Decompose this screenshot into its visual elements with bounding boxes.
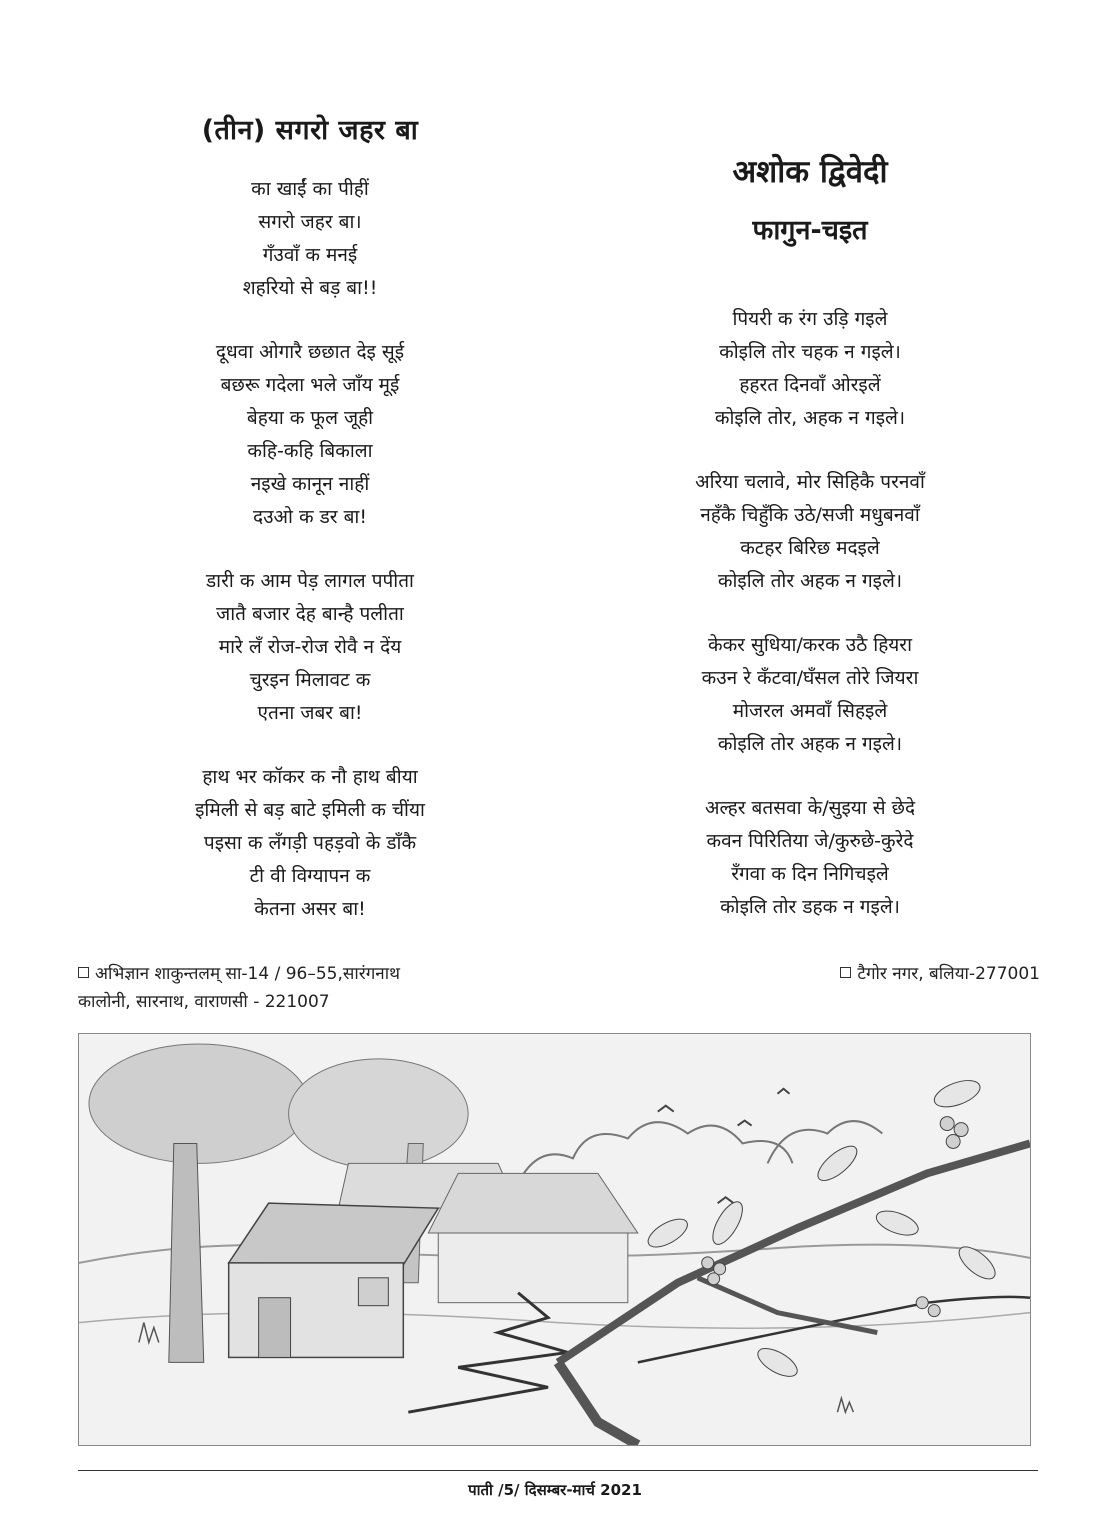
stanza [150,761,470,926]
poem-line: पइसा क लँगड़ी पहड़वो के डाँकै [203,832,417,854]
poem-line: नहँकै चिहुँकि उठे/सजी मधुबनवाँ [700,504,920,526]
poem-line: केकर सुधिया/करक उठै हियरा [708,634,912,656]
author-name: अशोक द्विवेदी [732,154,888,190]
poem-line: हहरत दिनवाँ ओरइलें [739,374,881,396]
left-author-address [78,960,498,1016]
right-poem-body [640,303,980,924]
address-line: कालोनी, सारनाथ, वाराणसी - 221007 [78,992,330,1012]
poem-line: एतना जबर बा! [257,702,363,724]
stanza [640,303,980,435]
left-poem [150,110,470,957]
poem-line: कोइलि तोर चहक न गइले। [719,341,901,363]
poem-line: कोइलि तोर, अहक न गइले। [714,407,906,429]
left-poem-body [150,173,470,926]
poem-line: इमिली से बड़ बाटे इमिली क चींया [195,799,425,821]
poem-line: कोइलि तोर अहक न गइले। [717,733,903,755]
stanza [150,336,470,534]
page-footer: पाती /5/ दिसम्बर-मार्च 2021 [468,1481,642,1499]
square-bullet-icon [78,967,89,978]
square-bullet-icon [840,967,851,978]
poem-line: हाथ भर कॉकर क नौ हाथ बीया [202,766,418,788]
footer-rule [78,1470,1038,1471]
poem-line: केतना असर बा! [254,898,366,920]
address-line: अभिज्ञान शाकुन्तलम् सा-14 / 96–55,सारंगनाथ [78,960,498,988]
poem-line: कोइलि तोर डहक न गइले। [720,896,900,918]
poem-line: रँगवा क दिन निगिचइले [731,863,889,885]
poem-line: कहि-कहि बिकाला [247,440,373,462]
poem-line: गँउवाँ क मनई [262,244,358,266]
poem-line: का खाईं का पीहीं [251,178,369,200]
poem-line: अल्हर बतसवा के/सुइया से छेदे [704,797,916,819]
pencil-sketch-illustration [79,1034,1030,1445]
stanza [150,173,470,305]
stanza [640,629,980,761]
poem-line: पियरी क रंग उड़ि गइले [732,308,888,330]
poem-line: डारी क आम पेड़ लागल पपीता [206,570,414,592]
stanza [640,466,980,598]
right-poem [640,150,980,955]
village-landscape-sketch [78,1033,1031,1446]
stanza [150,565,470,730]
poem-line: कवन पिरितिया जे/कुरुछे-कुरेदे [706,830,914,852]
poem-line: कउन रे कँटवा/घँसल तोरे जियरा [701,667,919,689]
right-author-address: टैगोर नगर, बलिया-277001 [790,960,1040,988]
right-poem-title: फागुन-चइत [752,215,868,246]
poem-line: बेहया क फूल जूही [246,407,374,429]
poem-line: सगरो जहर बा। [258,211,362,233]
poem-line: बछरू गदेला भले जाँय मूई [220,374,400,396]
poem-line: मारे लँ रोज-रोज रोवै न देंय [218,636,402,658]
poem-line: नइखे कानून नाहीं [250,473,370,495]
poem-line: दूधवा ओगारै छछात देइ सूई [215,341,405,363]
stanza [640,792,980,924]
poem-line: टी वी विग्यापन क [249,865,371,887]
poem-line: अरिया चलावे, मोर सिहिकै परनवाँ [695,471,925,493]
poem-line: शहरियो से बड़ बा!! [242,277,378,299]
left-poem-title: (तीन) सगरो जहर बा [201,115,419,146]
poem-line: कोइलि तोर अहक न गइले। [717,570,903,592]
poem-line: जातै बजार देह बान्है पलीता [216,603,404,625]
poem-line: दउओ क डर बा! [253,506,367,528]
poem-line: मोजरल अमवाँ सिहइले [732,700,888,722]
poem-line: चुरइन मिलावट क [249,669,371,691]
poem-line: कटहर बिरिछ मदइले [740,537,880,559]
